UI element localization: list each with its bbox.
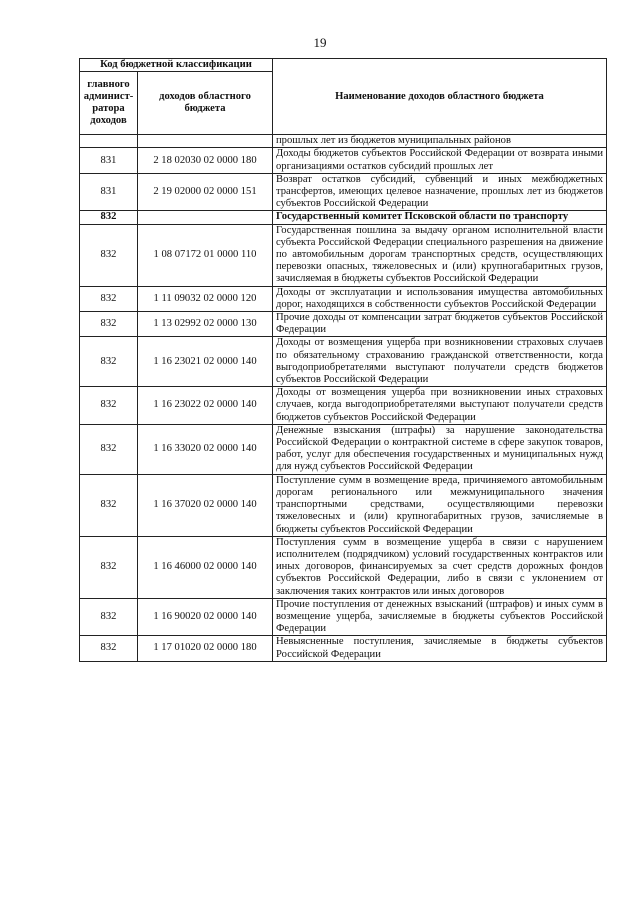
- table-row: [80, 173, 607, 211]
- admin-code: 832: [80, 211, 138, 224]
- budget-classification-table: [79, 58, 607, 662]
- table-row: [80, 424, 607, 474]
- income-name: Доходы от возмещения ущерба при возникновении страховых случаев по обязательному страхованию гражданской ответственности, когда выгодоприобретателями выступают получатели средств бюджетов субъектов Российской Федерации: [273, 337, 607, 387]
- kbk-code: 1 16 90020 02 0000 140: [138, 598, 273, 636]
- income-name: Прочие поступления от денежных взысканий (штрафов) и иных сумм в возмещение ущерба, зачисляемые в бюджеты субъектов Российской Федерации: [273, 598, 607, 636]
- income-name: Возврат остатков субсидий, субвенций и иных межбюджетных трансфертов, имеющих целевое назначение, прошлых лет из бюджетов субъектов Российской Федерации: [273, 173, 607, 211]
- income-name: Невыясненные поступления, зачисляемые в бюджеты субъектов Российской Федерации: [273, 636, 607, 661]
- admin-code: 832: [80, 312, 138, 337]
- admin-code: 832: [80, 424, 138, 474]
- table-row: [80, 286, 607, 311]
- income-name: Доходы от возмещения ущерба при возникновении иных страховых случаев, когда выгодоприобретателями выступают получатели средств бюджетов субъектов Российской Федерации: [273, 387, 607, 425]
- kbk-code: 1 16 33020 02 0000 140: [138, 424, 273, 474]
- kbk-code: 1 16 37020 02 0000 140: [138, 474, 273, 536]
- header-name-cell: Наименование доходов областного бюджета: [273, 59, 607, 135]
- header-kbk-cell: доходов областного бюджета: [138, 72, 273, 135]
- admin-code: 831: [80, 173, 138, 211]
- income-name: Доходы от эксплуатации и использования имущества автомобильных дорог, находящихся в собственности субъектов Российской Федерации: [273, 286, 607, 311]
- income-name: прошлых лет из бюджетов муниципальных районов: [273, 135, 607, 148]
- admin-code: 832: [80, 474, 138, 536]
- table-row: [80, 337, 607, 387]
- income-name: Прочие доходы от компенсации затрат бюджетов субъектов Российской Федерации: [273, 312, 607, 337]
- table-row: [80, 312, 607, 337]
- section-title: Государственный комитет Псковской области по транспорту: [273, 211, 607, 224]
- kbk-code: [138, 135, 273, 148]
- admin-code: 832: [80, 598, 138, 636]
- kbk-code: 1 08 07172 01 0000 110: [138, 224, 273, 286]
- kbk-code: 1 13 02992 02 0000 130: [138, 312, 273, 337]
- page-number: 19: [313, 35, 327, 50]
- admin-code: [80, 135, 138, 148]
- table-row: [80, 636, 607, 661]
- admin-code: 832: [80, 337, 138, 387]
- kbk-code: 1 16 23022 02 0000 140: [138, 387, 273, 425]
- kbk-code: 1 16 46000 02 0000 140: [138, 536, 273, 598]
- table-row: [80, 474, 607, 536]
- income-name: Денежные взыскания (штрафы) за нарушение законодательства Российской Федерации о контрактной системе в сфере закупок товаров, работ, услуг для обеспечения государственных и муниципальных нужд для нужд субъектов Российской Федерации: [273, 424, 607, 474]
- income-name: Поступления сумм в возмещение ущерба в связи с нарушением исполнителем (подрядчиком) условий государственных контрактов или иных договоров, финансируемых за счет средств дорожных фондов субъектов Российской Федерации, либо в связи с уклонением от заключения таких контрактов или иных договоров: [273, 536, 607, 598]
- header-group-cell: Код бюджетной классификации: [80, 59, 273, 72]
- admin-code: 832: [80, 286, 138, 311]
- kbk-code: [138, 211, 273, 224]
- header-admin-cell: главного админист-ратора доходов: [80, 72, 138, 135]
- admin-code: 831: [80, 148, 138, 173]
- table-row: [80, 148, 607, 173]
- admin-code: 832: [80, 536, 138, 598]
- table-row: [80, 536, 607, 598]
- table-row: [80, 598, 607, 636]
- admin-code: 832: [80, 224, 138, 286]
- table-row-section: [80, 211, 607, 224]
- kbk-code: 2 18 02030 02 0000 180: [138, 148, 273, 173]
- kbk-code: 1 17 01020 02 0000 180: [138, 636, 273, 661]
- income-name: Поступление сумм в возмещение вреда, причиняемого автомобильным дорогам регионального или межмуниципального значения транспортными средствами, осуществляющими перевозки тяжеловесных и (или) крупногабаритных грузов, зачисляемые в бюджеты субъектов Российской Федерации: [273, 474, 607, 536]
- kbk-code: 2 19 02000 02 0000 151: [138, 173, 273, 211]
- table-header-group: [80, 59, 607, 72]
- income-name: Доходы бюджетов субъектов Российской Федерации от возврата иными организациями остатков субсидий прошлых лет: [273, 148, 607, 173]
- income-name: Государственная пошлина за выдачу органом исполнительной власти субъекта Российской Федерации специального разрешения на движение по автомобильным дорогам транспортных средств, осуществляющих перевозки опасных, тяжеловесных и (или) крупногабаритных грузов, зачисляемая в бюджеты субъектов Российской Федерации: [273, 224, 607, 286]
- admin-code: 832: [80, 636, 138, 661]
- table-row: [80, 387, 607, 425]
- table-row: [80, 135, 607, 148]
- kbk-code: 1 16 23021 02 0000 140: [138, 337, 273, 387]
- admin-code: 832: [80, 387, 138, 425]
- kbk-code: 1 11 09032 02 0000 120: [138, 286, 273, 311]
- table-row: [80, 224, 607, 286]
